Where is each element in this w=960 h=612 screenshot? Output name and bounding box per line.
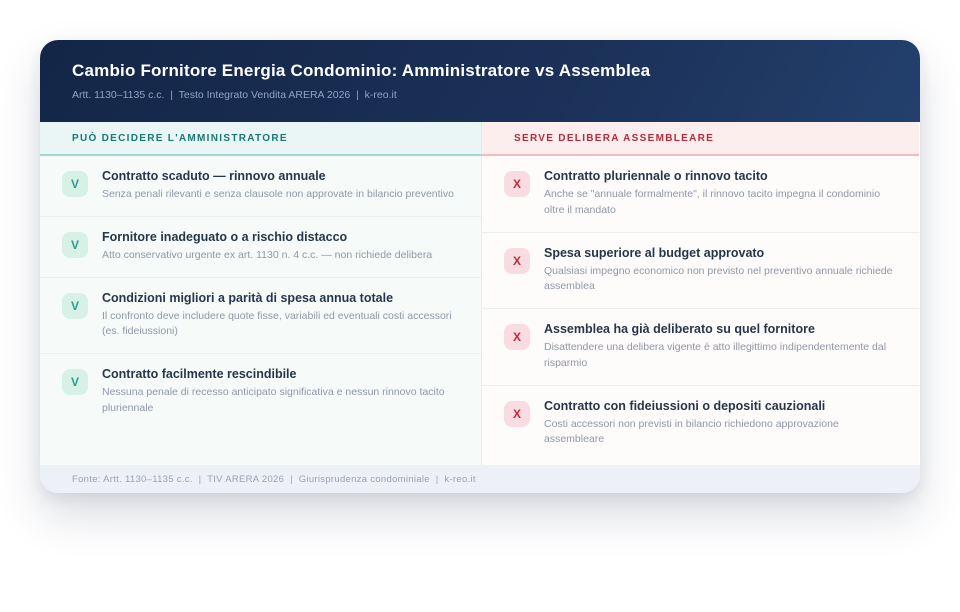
column-assemblea bbox=[482, 156, 919, 465]
item-title: Contratto scaduto — rinnovo annuale bbox=[102, 169, 326, 183]
cross-badge-icon: X bbox=[504, 324, 530, 350]
page-title: Cambio Fornitore Energia Condominio: Amministratore vs Assemblea bbox=[72, 61, 651, 80]
item-description: Disattendere una delibera vigente è atto illegittimo indipendentemente dal risparmio bbox=[544, 341, 887, 369]
column-header-assemblea: SERVE DELIBERA ASSEMBLEARE bbox=[482, 122, 919, 156]
list-item bbox=[40, 217, 481, 278]
item-text bbox=[102, 291, 455, 341]
list-item bbox=[482, 386, 919, 462]
item-text bbox=[544, 322, 893, 372]
check-badge-icon: V bbox=[62, 293, 88, 319]
card-header bbox=[40, 40, 920, 122]
item-title: Fornitore inadeguato o a rischio distacco bbox=[102, 229, 348, 244]
card-footer bbox=[40, 465, 920, 493]
content-area bbox=[40, 156, 920, 465]
item-description: Senza penali rilevanti e senza clausole non approvate in bilancio preventivo bbox=[102, 188, 454, 200]
column-headers bbox=[40, 122, 920, 156]
check-badge-icon: V bbox=[62, 171, 88, 197]
cross-badge-icon: X bbox=[504, 248, 530, 274]
item-description: Costi accessori non previsti in bilancio richiedono approvazione assembleare bbox=[544, 417, 839, 446]
item-title: Contratto con fideiussioni o depositi cauzionali bbox=[544, 398, 826, 413]
item-description: Il confronto deve includere quote fisse, variabili ed eventuali costi accessori (es. fideiussioni) bbox=[102, 309, 452, 338]
item-description: Anche se "annuale formalmente", il rinnovo tacito impegna il condominio oltre il mandato bbox=[544, 188, 881, 216]
item-title: Contratto facilmente rescindibile bbox=[102, 367, 297, 381]
item-text bbox=[544, 399, 893, 449]
source-text: Fonte: Artt. 1130–1135 c.c. | TIV ARERA 2026 | Giurisprudenza condominiale | k-reo.it bbox=[72, 473, 476, 485]
list-item bbox=[40, 156, 481, 217]
item-title: Contratto pluriennale o rinnovo tacito bbox=[544, 169, 768, 183]
item-text bbox=[102, 367, 455, 417]
item-title: Assemblea ha già deliberato su quel fornitore bbox=[544, 322, 815, 336]
list-item bbox=[482, 156, 919, 233]
item-text bbox=[544, 169, 893, 219]
page-subtitle: Artt. 1130–1135 c.c. | Testo Integrato Vendita ARERA 2026 | k-reo.it bbox=[72, 89, 397, 101]
cross-badge-icon: X bbox=[504, 171, 530, 197]
item-title: Condizioni migliori a parità di spesa annua totale bbox=[102, 290, 394, 305]
list-item bbox=[40, 278, 481, 355]
item-description: Nessuna penale di recesso anticipato significativa e nessun rinnovo tacito pluriennale bbox=[102, 386, 445, 414]
comparison-card bbox=[40, 40, 920, 493]
list-item bbox=[40, 354, 481, 430]
check-badge-icon: V bbox=[62, 232, 88, 258]
item-description: Atto conservativo urgente ex art. 1130 n. 4 c.c. — non richiede delibera bbox=[102, 248, 433, 261]
cross-badge-icon: X bbox=[504, 401, 530, 427]
item-text bbox=[102, 169, 454, 203]
check-badge-icon: V bbox=[62, 369, 88, 395]
list-item bbox=[482, 233, 919, 310]
item-description: Qualsiasi impegno economico non previsto nel preventivo annuale richiede assemblea bbox=[544, 264, 893, 293]
column-header-amministratore: PUÒ DECIDERE L'AMMINISTRATORE bbox=[40, 122, 482, 156]
item-text bbox=[102, 230, 432, 264]
item-text bbox=[544, 246, 893, 296]
column-amministratore bbox=[40, 156, 482, 465]
item-title: Spesa superiore al budget approvato bbox=[544, 245, 765, 260]
list-item bbox=[482, 309, 919, 386]
